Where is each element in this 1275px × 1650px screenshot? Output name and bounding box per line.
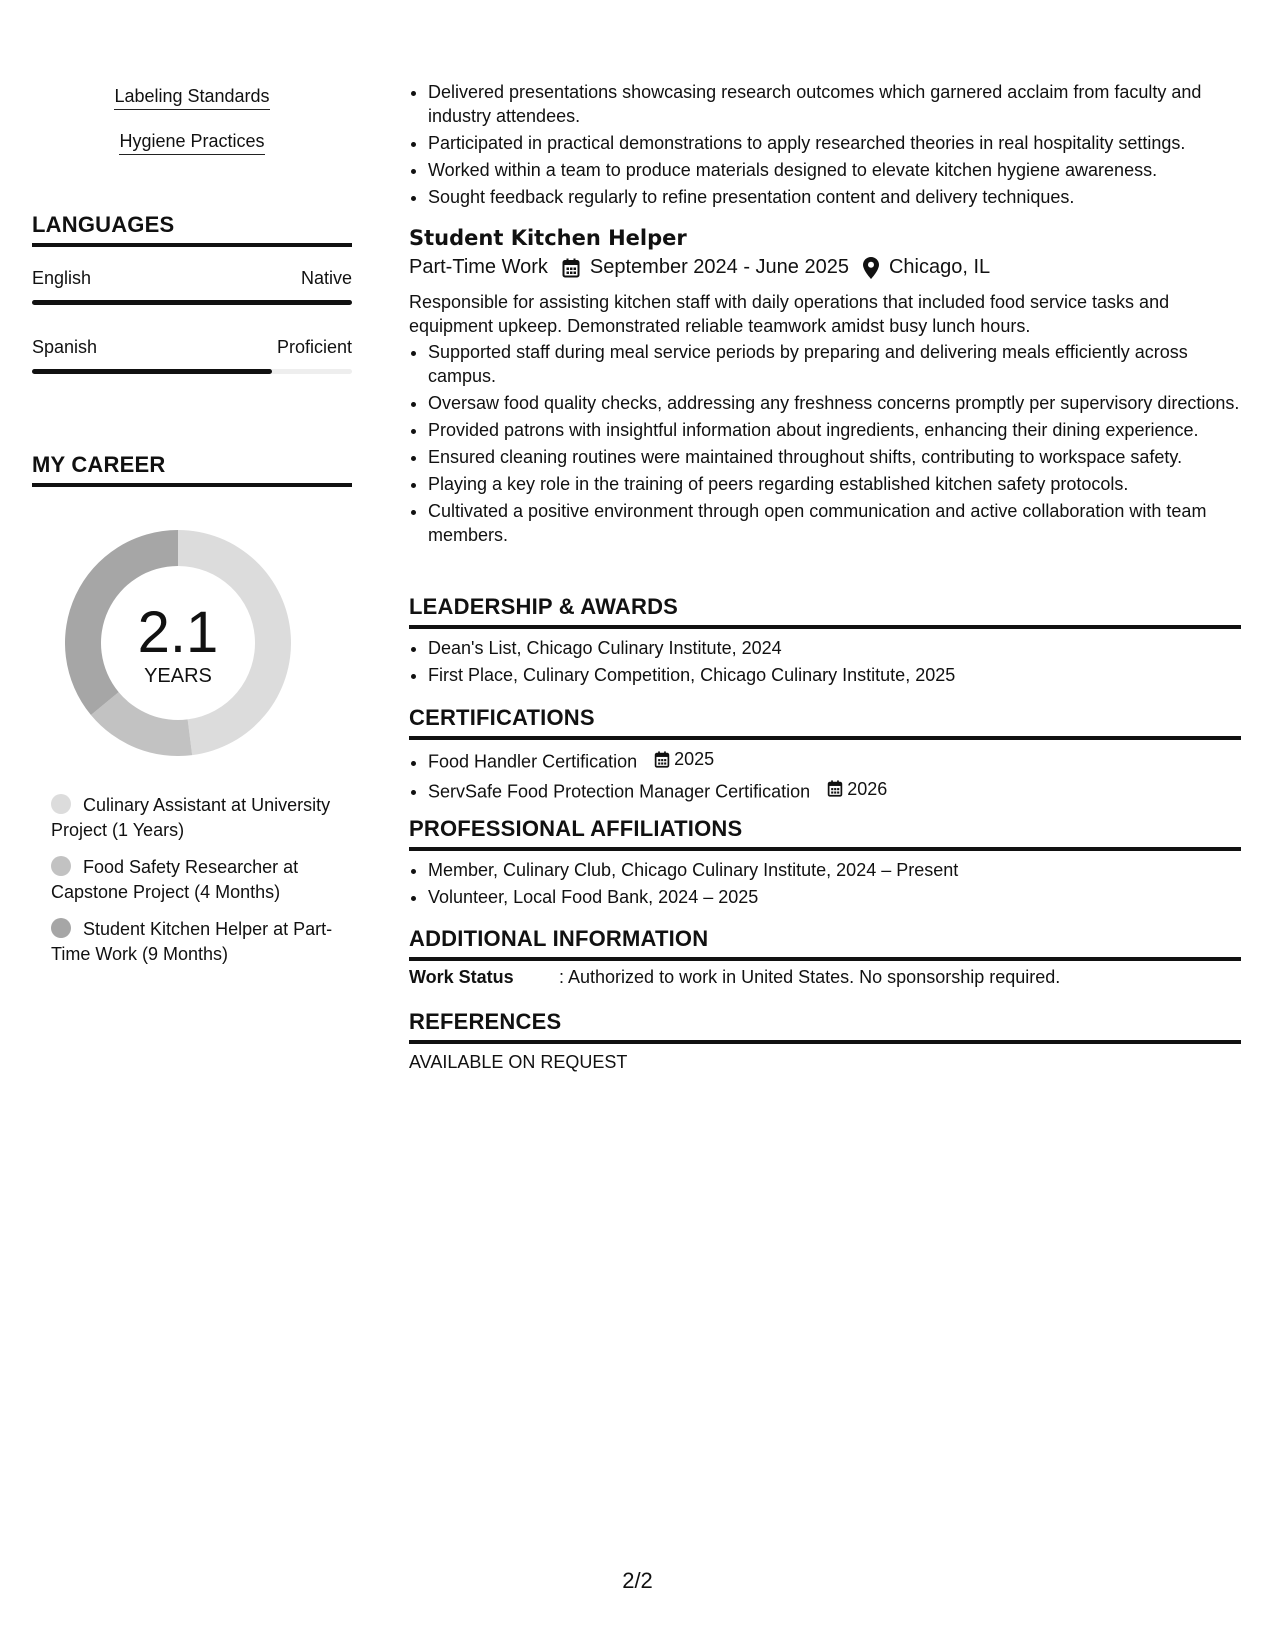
certification-name: Food Handler Certification <box>428 751 638 772</box>
bullet-item: • Cultivated a positive environment through open communication and active collaboration with team members. <box>428 499 1241 547</box>
calendar-icon <box>562 258 580 278</box>
previous-job-bullets <box>409 80 1241 212</box>
bullet-item: • Participated in practical demonstrations to apply researched theories in real hospitality settings. <box>428 131 1241 155</box>
work-status-row <box>409 967 1241 988</box>
career-legend-item <box>51 917 341 967</box>
calendar-icon <box>654 751 670 768</box>
language-name: Spanish <box>32 337 98 357</box>
job-company: Part-Time Work <box>409 256 548 278</box>
bullet-item: • Oversaw food quality checks, addressing any freshness concerns promptly per supervisory directions. <box>428 391 1241 415</box>
page-number: 2/2 <box>622 1568 653 1593</box>
career-donut-chart <box>65 530 291 756</box>
bullet-item: • Worked within a team to produce materials designed to elevate kitchen hygiene awareness. <box>428 158 1241 182</box>
career-legend-item <box>51 793 341 843</box>
skill-tag <box>32 86 352 110</box>
bullet-item: • Delivered presentations showcasing research outcomes which garnered acclaim from faculty and industry attendees. <box>428 80 1241 128</box>
location-pin-icon <box>863 257 879 279</box>
language-level: Proficient <box>276 337 352 357</box>
language-proficiency-bar <box>32 300 352 305</box>
language-level: Native <box>300 268 352 288</box>
language-row <box>32 268 352 289</box>
award-item: • First Place, Culinary Competition, Chicago Culinary Institute, 2025 <box>428 663 1241 687</box>
leadership-heading: LEADERSHIP & AWARDS <box>409 594 1241 629</box>
language-name: English <box>32 268 92 288</box>
language-proficiency-fill <box>32 369 272 374</box>
references-heading: REFERENCES <box>409 1009 1241 1044</box>
legend-dot <box>51 794 71 814</box>
career-total-unit: YEARS <box>144 665 212 687</box>
affiliation-item: • Member, Culinary Club, Chicago Culinary Institute, 2024 – Present <box>428 858 1241 882</box>
job-bullets <box>409 340 1241 550</box>
job-dates: September 2024 - June 2025 <box>589 256 849 278</box>
career-legend-item <box>51 855 341 905</box>
job-description: Responsible for assisting kitchen staff with daily operations that included food service tasks and equipment upkeep. Demonstrated reliable teamwork amidst busy lunch hours. <box>409 292 1170 336</box>
certifications-list <box>409 747 1241 806</box>
affiliations-heading: PROFESSIONAL AFFILIATIONS <box>409 816 1241 851</box>
legend-dot <box>51 918 71 938</box>
legend-label: Food Safety Researcher at Capstone Project (4 Months) <box>51 857 299 902</box>
additional-info-heading: ADDITIONAL INFORMATION <box>409 926 1241 961</box>
certification-item <box>428 777 1241 804</box>
bullet-item: • Sought feedback regularly to refine presentation content and delivery techniques. <box>428 185 1241 209</box>
affiliation-item: • Volunteer, Local Food Bank, 2024 – 2025 <box>428 885 1241 909</box>
certification-name: ServSafe Food Protection Manager Certification <box>428 781 811 801</box>
bullet-item: • Ensured cleaning routines were maintained throughout shifts, contributing to workspace safety. <box>428 445 1241 469</box>
career-total-value: 2.1 <box>137 600 219 665</box>
references-text: AVAILABLE ON REQUEST <box>409 1052 628 1072</box>
career-donut-center <box>65 530 291 756</box>
bullet-item: • Playing a key role in the training of peers regarding established kitchen safety protocols. <box>428 472 1241 496</box>
work-status-value: : Authorized to work in United States. No sponsorship required. <box>559 967 1061 987</box>
language-proficiency-bar <box>32 369 352 374</box>
language-row <box>32 337 352 358</box>
certification-date <box>827 777 887 801</box>
legend-label: Culinary Assistant at University Project (1 Years) <box>51 795 331 840</box>
certifications-heading: CERTIFICATIONS <box>409 705 1241 740</box>
bullet-item: • Supported staff during meal service periods by preparing and delivering meals efficiently across campus. <box>428 340 1241 388</box>
certification-item <box>428 747 1241 774</box>
certification-date <box>654 747 714 771</box>
affiliations-list <box>409 858 1241 912</box>
bullet-item: • Provided patrons with insightful information about ingredients, enhancing their dining experience. <box>428 418 1241 442</box>
work-status-label: Work Status <box>409 967 514 987</box>
job-location: Chicago, IL <box>888 256 991 278</box>
certification-year: 2026 <box>847 778 888 799</box>
job-meta <box>409 256 1241 279</box>
award-item: • Dean's List, Chicago Culinary Institute, 2024 <box>428 636 1241 660</box>
skill-tag <box>32 131 352 155</box>
skill-label: Labeling Standards <box>114 86 269 110</box>
legend-label: Student Kitchen Helper at Part-Time Work (9 Months) <box>51 919 333 964</box>
skill-label: Hygiene Practices <box>119 131 264 155</box>
certification-year: 2025 <box>674 749 715 769</box>
career-heading: MY CAREER <box>32 452 352 487</box>
language-proficiency-fill <box>32 300 352 305</box>
calendar-icon <box>827 780 843 797</box>
leadership-list <box>409 636 1241 690</box>
languages-heading: LANGUAGES <box>32 212 352 247</box>
job-title: Student Kitchen Helper <box>409 226 687 250</box>
legend-dot <box>51 856 71 876</box>
